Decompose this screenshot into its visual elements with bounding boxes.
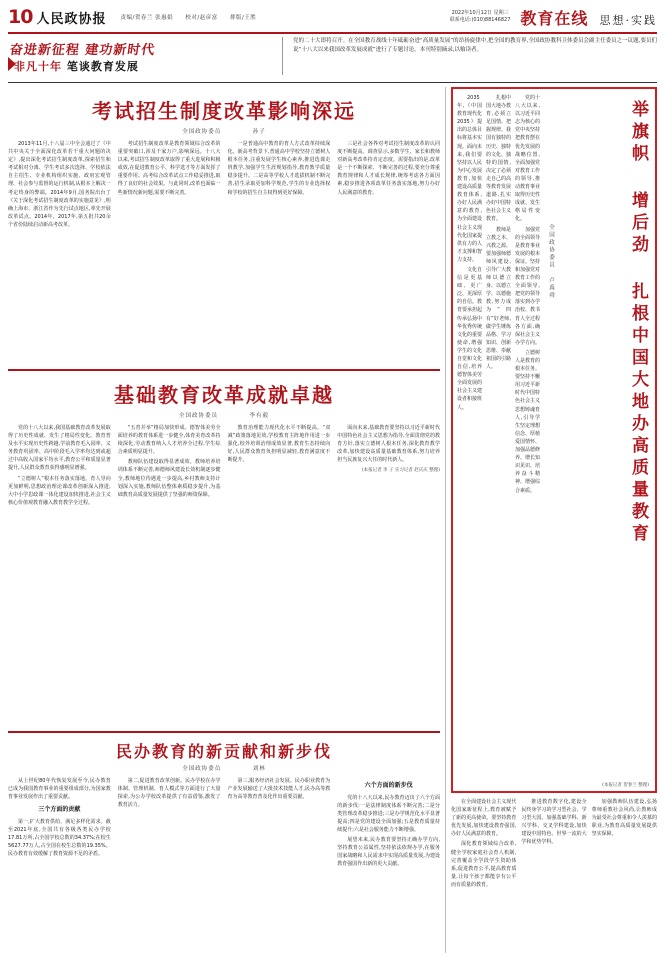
right-bottom-para-3: 推进教育数字化,建设全民终身学习的学习型社会、学习型大国。加强基础学科、新兴学科、交叉学科建设,加快建设中国特色、世界一流的大学和优势学科。 [521,799,587,846]
divider-2 [8,731,440,733]
article2-col-4 [337,424,440,724]
article2-col-3 [228,424,331,724]
masthead [8,4,657,34]
article2-byline-author: 李有毅 [249,413,270,419]
section-brand [520,6,657,29]
article3-para-6: 展望未来,民办教育要坚持正确办学方向,坚持教育公益属性,坚持依法依规办学,在服务国家战略和人民需求中实现高质量发展,为建设教育强国作出新的更大贡献。 [337,837,440,868]
banner-subtitle [14,58,139,74]
article1-col-3 [228,140,331,362]
article3-byline-author: 刘林 [252,766,266,772]
feature-para-2: 加强党的全面领导是教育事业发展的根本保证。坚持和加强党对教育工作的全面领导,把党的领导落实到办学治校、教书育人全过程各方面,确保社会主义办学方向。 [515,226,540,346]
issue-date: 2022年10月12日 星期三 [451,9,509,16]
credit-editor: 责编/贺春兰 张惠娟 [120,15,174,21]
feature-vertical-headline: 举旗帜 增后劲 扎根中国大地办高质量教育 [628,100,648,546]
banner-artwork [8,37,276,75]
article1-para-2: 考试招生制度改革是教育领域综合改革的重要突破口,涉及千家万户,影响深远。十八大以来,考试招生制度改革取得了重大进展和积极成效,在促进教育公平、科学选才等方面发挥了重要作用。高考综合改革试点工作稳妥推进,取得了良好的社会效果。与此同时,改革也面临一些新情况新问题,需要不断完善。 [117,141,221,196]
article2-para-3: “五育并举”格局加快形成。德智体美劳全面培养的教育体系进一步健全,体育美育改革持续深化,劳动教育纳入人才培养全过程,学生综合素质明显提升。 [117,425,221,456]
feature-para-5: 教师是立教之本、兴教之源。要加强师德师风建设,引导广大教师以德立身、以德立学、以德施教,努力成为“四有”好老师,做学生锤炼品格、学习知识、创新思维、奉献祖国的引路人。 [486,226,511,371]
right-bottom-para-2: 深化教育领域综合改革,健全学校家庭社会育人机制,完善覆盖全学段学生资助体系,促进教育公平,提高教育质量,让每个孩子都能享有公平而有质量的教育。 [451,841,517,888]
section-brand-title: 教育在线 [520,8,589,28]
article2-para-6: 面向未来,基础教育要坚持以习近平新时代中国特色社会主义思想为指导,全面贯彻党的教育方针,落实立德树人根本任务,深化教育教学改革,加快建设高质量基础教育体系,努力培养担当民族复兴大任的时代新人。 [337,425,440,464]
banner-lead-text: 党的二十大即将召开。在全国教育战线十年砥砺奋进“高质量发展”的昂扬旋律中,把全国的教育界,全国政协教科卫体委员会副主任委员之一议题,要员们说“十八大以来我国改革发展成就”进行了专题讨论。本刊特别摘录,以飨读者。 [282,37,657,75]
right-bottom-col-2 [521,798,586,948]
article3-subhead-2: 六个方面的新步伐 [364,782,413,789]
article3-para-4: 第三,服务经济社会发展。民办职业教育为产业发展输送了大批技术技能人才,民办高等教育为高等教育普及化作出重要贡献。 [227,778,331,801]
feature-para-3: 立德树人是教育的根本任务。要坚持不懈用习近平新时代中国特色社会主义思想铸魂育人,引导学生坚定理想信念、厚植爱国情怀、加强品德修养、增长知识见识、培养奋斗精神、增强综合素质。 [515,349,540,494]
article-private-education [8,739,440,937]
issue-info [450,10,511,25]
article3-byline [8,764,440,772]
feature-vertical-byline [544,94,555,793]
article3-headline: 民办教育的新贡献和新步伐 [115,742,332,761]
banner-subtitle-suffix: 笔谈教育发展 [66,60,139,73]
article3-byline-role: 全国政协委员 [182,766,222,772]
article2-col-1 [8,424,111,724]
paper-name: 人民政协报 [36,11,107,27]
right-bottom-col-3 [592,798,657,948]
article3-columns [8,777,440,937]
feature-article-box [451,87,657,793]
divider-1 [8,369,440,371]
right-zone [446,87,657,953]
article2-col-2 [118,424,221,724]
article3-para-3: 第二,促进教育改革创新。民办学校在办学体制、管理机制、育人模式等方面进行了大量探索,为公办学校改革提供了有益借鉴,激发了教育活力。 [117,778,221,809]
credit-proofreader: 校对/赵彦富 [185,15,218,21]
article1-col-4 [337,140,440,362]
article1-byline-author: 孙子 [252,129,266,135]
right-bottom-para-4: 加强教师队伍建设,弘扬尊师重教社会风尚,让教师成为最受社会尊重和令人羡慕的职业,为教育高质量发展提供坚实保障。 [591,799,657,838]
article2-end-note: (本报记者 李 子 实习记者 赵庆庆 整理) [361,468,440,474]
article3-col-1 [8,777,111,937]
page-body [8,87,657,953]
article3-col-2 [118,777,221,937]
feature-para-7: 文化自信是更基础、更广泛、更深厚的自信。教育要承担起传承弘扬中华优秀传统文化的重要使命,增强学生的文化自觉和文化自信,培养德智体美劳全面发展的社会主义建设者和接班人。 [457,266,482,411]
article-exam-reform [8,95,440,362]
left-zone [8,87,446,953]
banner-slogan: 奋进新征程 建功新时代 [8,43,157,58]
feature-col-1 [515,94,540,786]
article3-subhead-1: 三个方面的贡献 [38,806,81,814]
banner-subtitle-prefix: 非凡十年 [14,60,62,73]
article2-headline: 基础教育改革成就卓越 [114,383,334,407]
page-number: 10 [8,5,33,28]
article1-byline-role: 全国政协委员 [182,129,222,135]
right-bottom-col-1 [451,798,516,948]
article3-col-4 [337,777,440,937]
section-brand-subtitle: 思想·实践 [599,13,657,27]
feature-col-2 [486,94,511,786]
article2-columns [8,424,440,724]
article3-col-3 [228,777,331,937]
contact-phone: 联系电话:(010)88146827 [449,17,511,23]
right-bottom-para-1: 在全面建设社会主义现代化国家新征程上,教育被赋予了新的更高使命。要坚持教育优先发展,加快建设教育强国,办好人民满意的教育。 [451,799,517,838]
feature-credit: (本报记者 贺春兰 整理) [602,783,649,788]
article3-para-5: 党的十八大以来,民办教育迈出了六个方面的新步伐:一是法律制度体系不断完善;二是分类管理改革稳步推进;三是办学规范化水平显著提高;四是党的建设全面加强;五是教育质量持续提升;六是社会服务能力不断增强。 [337,794,440,834]
editorial-credits [120,13,266,21]
article2-para-5: 教育治理能力现代化水平不断提高。“双减”政策落地见效,学校教育主阵地作用进一步强化,校外培训治理成效显著,教育生态持续向好,人民群众教育负担明显减轻,教育满意度不断提升。 [227,425,331,464]
article1-para-3: 一是普通高中教育的育人方式改革持续深化。新高考背景下,普通高中学校坚持立德树人根本任务,注重发展学生核心素养,推进选课走班教学,加强学生生涯规划指导,教育教学质量稳步提升。二是高等学校人才选拔机制不断完善,招生录取更加科学规范,学生的专业选择权和学校的招生自主权得到更好保障。 [227,141,331,196]
article1-col-1 [8,140,111,362]
credit-layout: 排版/王胜 [229,15,257,21]
feature-para-6: 2035年,《中国教育现代化2035》提出的总体目标将基本实现。面向未来,我们要坚持以人民为中心发展教育,加快建设高质量教育体系,办好人民满意的教育,为全面建设社会主义现代化国家提供有力的人才支撑和智力支持。 [457,95,482,263]
article3-para-2: 第一,扩大教育供给、满足多样化需求。截至2021年底,全国共有各级各类民办学校17.81万所,占全国学校总数的34.37%;在校生5627.77万人,占全国在校生总数的19.35%。民办教育有效缓解了教育资源不足的矛盾。 [8,819,111,858]
article2-para-2: “立德树人”根本任务落实落地。育人导向更加鲜明,思想政治理论课改革创新深入推进,大中小学思政课一体化建设加快推进,社会主义核心价值观教育融入教育教学全过程。 [8,475,111,506]
article2-para-4: 教师队伍建设取得显著成效。教师培养培训体系不断完善,师德师风建设长效机制逐步健全,教师地位待遇进一步提高,乡村教师支持计划深入实施,教师队伍整体素质稳步提升,为基础教育高质量发展提供了坚强的师资保障。 [117,459,221,498]
article1-para-4: 三是社会各界对考试招生制度改革的认同度不断提高。调查显示,多数学生、家长和教师对新高考改革持肯定态度。需要指出的是,改革是一个不断探索、不断完善的过程,要充分尊重教育规律和人才成长规律,统筹考虑各方面因素,稳步推进各项改革任务落实落地,努力办好人民满意的教育。 [337,141,440,196]
feature-para-4: 扎根中国大地办教育,必须立足国情、把握规律。我国有独特的历史、独特的文化、独特的国情,决定了必须走自己的高等教育发展道路,扎实办好中国特色社会主义教育。 [486,95,511,223]
article1-col-2 [118,140,221,362]
feature-col-3 [457,94,482,786]
article1-headline: 考试招生制度改革影响深远 [92,99,356,123]
banner-row [8,37,657,83]
article2-para-1: 党的十八大以来,我国基础教育改革发展取得了历史性成就、发生了格局性变化。教育普及水平实现历史性跨越,学前教育毛入园率、义务教育巩固率、高中阶段毛入学率均达到或超过中高收入国家平均水平,教育公平和质量显著提升,人民群众教育获得感明显增强。 [8,425,111,472]
article1-para-1: 2013年11月,十八届三中全会通过了《中共中央关于全面深化改革若干重大问题的决定》,提出深化考试招生制度改革,探索招生和考试相对分离、学生考试多次选择、学校依法自主招生、专业机构组织实施、政府宏观管理、社会参与监督的运行机制,从根本上解决一考定终身的弊端。2014年9月,国务院出台了《关于深化考试招生制度改革的实施意见》,明确上海市、浙江省作为先行试点地区,率先开展改革试点。2014年、2017年,第五批共20余个省份陆续启动新高考改革。 [8,141,111,228]
right-bottom-columns [451,798,657,948]
article3-para-1: 从上世纪80年代恢复发展至今,民办教育已成为我国教育事业的重要组成部分,为国家教育事业发展作出了重要贡献。 [8,778,111,801]
feature-para-1: 党的十八大以来,以习近平同志为核心的党中央坚持把教育摆在优先发展的战略位置,全面加强党对教育工作的领导,推动教育事业取得历史性成就、发生格局性变化。 [515,95,540,223]
article2-byline-role: 全国政协委员 [178,413,218,419]
article1-byline [8,127,440,135]
feature-byline-author: 卢禹舜 [548,277,554,300]
article-basic-education [8,379,440,724]
feature-byline-role: 全国政协委员 [548,224,554,269]
article2-byline [8,411,440,419]
article1-columns [8,140,440,362]
